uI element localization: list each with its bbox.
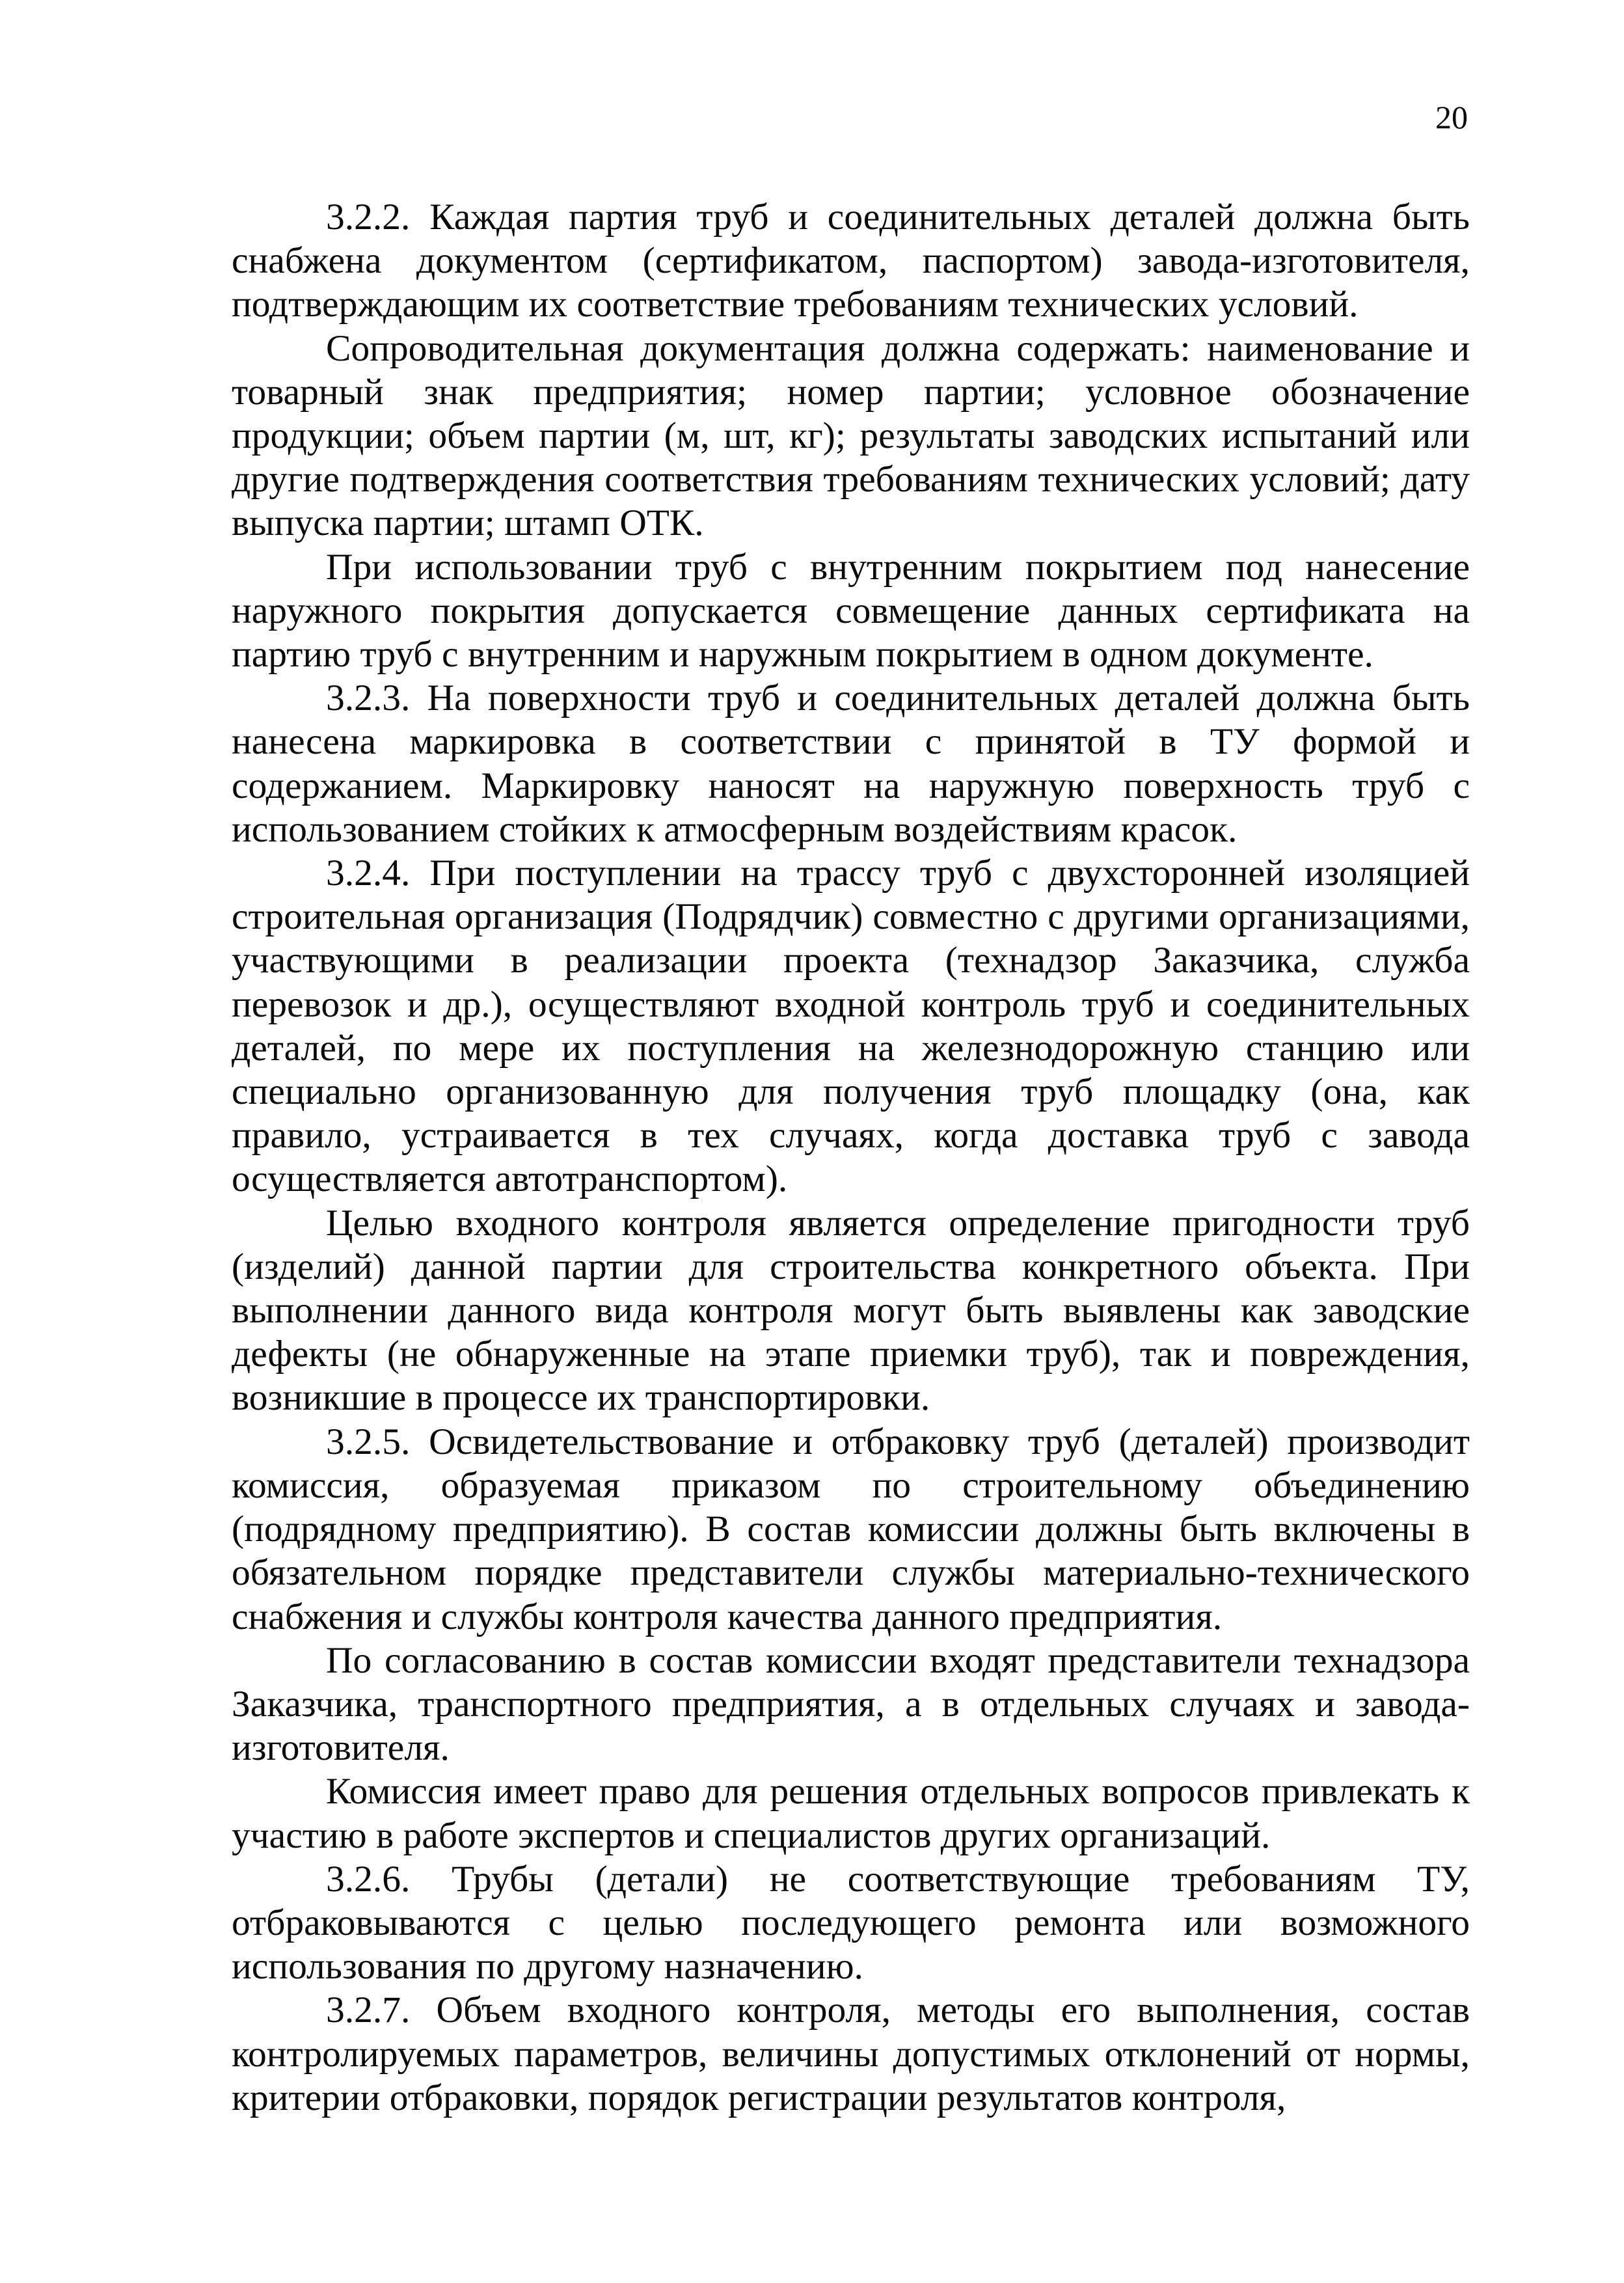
paragraph-3-2-5: 3.2.5. Освидетельствование и отбраковку труб (деталей) производит комиссия, образуемая приказом по строительному объединению (подрядному предприятию). В состав комиссии должны быть включены в обязательном порядке представители службы материально-технического снабжения и службы контроля качества данного предприятия. xyxy=(232,1421,1470,1637)
paragraph-3-2-7: 3.2.7. Объем входного контроля, методы его выполнения, состав контролируемых параметров, величины допустимых отклонений от нормы, критерии отбраковки, порядок регистрации результатов контроля, xyxy=(232,1989,1470,2118)
document-body xyxy=(232,195,1470,2120)
page-number: 20 xyxy=(1435,99,1468,135)
paragraph-inner-coating: При использовании труб с внутренним покрытием под нанесение наружного покрытия допускается совмещение данных сертификата на партию труб с внутренним и наружным покрытием в одном документе. xyxy=(232,546,1470,676)
paragraph-3-2-3: 3.2.3. На поверхности труб и соединительных деталей должна быть нанесена маркировка в соответствии с принятой в ТУ формой и содержанием. Маркировку наносят на наружную поверхность труб с использованием стойких к атмосферным воздействиям красок. xyxy=(232,677,1470,850)
paragraph-accompanying-docs: Сопроводительная документация должна содержать: наименование и товарный знак предприятия; номер партии; условное обозначение продукции; объем партии (м, шт, кг); результаты заводских испытаний или другие подтверждения соответствия требованиям технических условий; дату выпуска партии; штамп ОТК. xyxy=(232,327,1470,544)
paragraph-inspection-goal: Целью входного контроля является определение пригодности труб (изделий) данной партии для строительства конкретного объекта. При выполнении данного вида контроля могут быть выявлены как заводские дефекты (не обнаруженные на этапе приемки труб), так и повреждения, возникшие в процессе их транспортировки. xyxy=(232,1202,1470,1419)
paragraph-commission-members: По согласованию в состав комиссии входят представители технадзора Заказчика, транспортного предприятия, а в отдельных случаях и завода-изготовителя. xyxy=(232,1639,1470,1769)
paragraph-3-2-4: 3.2.4. При поступлении на трассу труб с двухсторонней изоляцией строительная организация (Подрядчик) совместно с другими организациями, участвующими в реализации проекта (технадзор Заказчика, служба перевозок и др.), осуществляют входной контроль труб и соединительных деталей, по мере их поступления на железнодорожную станцию или специально организованную для получения труб площадку (она, как правило, устраивается в тех случаях, когда доставка труб с завода осуществляется автотранспортом). xyxy=(232,853,1470,1200)
paragraph-3-2-6: 3.2.6. Трубы (детали) не соответствующие требованиям ТУ, отбраковываются с целью последующего ремонта или возможного использования по другому назначению. xyxy=(232,1858,1470,1988)
paragraph-commission-rights: Комиссия имеет право для решения отдельных вопросов привлекать к участию в работе экспертов и специалистов других организаций. xyxy=(232,1771,1470,1856)
paragraph-3-2-2: 3.2.2. Каждая партия труб и соединительных деталей должна быть снабжена документом (сертификатом, паспортом) завода-изготовителя, подтверждающим их соответствие требованиям технических условий. xyxy=(232,197,1470,325)
